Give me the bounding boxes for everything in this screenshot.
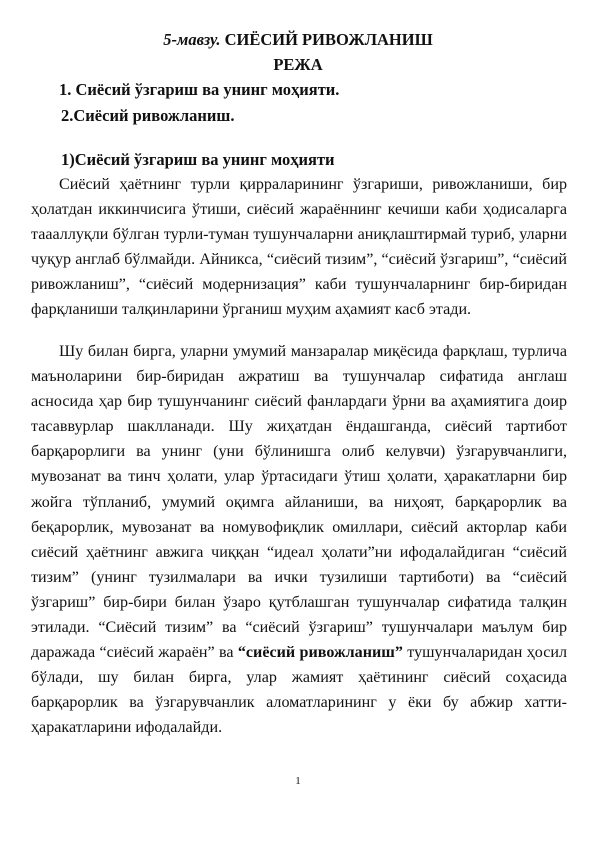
paragraph-2-part-2: тушунчаларидан ҳосил бўлади, шу билан бирга, улар жамият ҳаётининг сиёсий соҳасида барқарорлик ва ўзгарувчанлик аломатларининг у ёки бу абжир хатти-ҳаракатларини ифодалайди. [31, 644, 567, 737]
topic-label: 5-мавзу. [163, 30, 221, 49]
key-term: “сиёсий ривожланиш” [237, 644, 403, 662]
plan-item-1: 1. Сиёсий ўзгариш ва унинг моҳияти. [59, 80, 340, 99]
paragraph-1-text: Сиёсий ҳаётнинг турли қирраларининг ўзгариши, ривожланиши, бир ҳолатдан иккинчисига ўтиши, сиёсий жараённинг кечиши каби ҳодисаларга таааллуқли бўлган турли-туман тушунчаларни аниқлаштирмай туриб, уларни чуқур англаб бўлмайди. Айникса, “сиёсий тизим”, “сиёсий ўзгариш”, “сиёсий ривожланиш”, “сиёсий модернизация” каби тушунчаларнинг бир-биридан фарқланиши талқинларини ўрганиш муҳим аҳамият касб этади. [31, 176, 567, 319]
paragraph-2-part-1: Шу билан бирга, уларни умумий манзаралар миқёсида фарқлаш, турлича маъноларини бир-биридан ажратиш ва тушунчалар сифатида англаш асносида ҳар бир тушунчанинг сиёсий фанлардаги ўрни ва аҳамиятига доир тасаввурлар шаклланади. Шу жиҳатдан ёндашганда, сиёсий тартибот барқарорлиги ва унинг (уни бўлинишга олиб келувчи) ўзгарувчанлиги, мувозанат ва тинч ҳолати, улар ўртасидаги ўтиш ҳолати, ҳаракатларни бир жойга тўпланиб, умумий оқимга айланиши, ва ниҳоят, барқарорлик ва беқарорлик, мувозанат ва номувофиқлик омиллари, сиёсий акторлар каби сиёсий ҳаётнинг авжига чиққан “идеал ҳолати”ни ифодалайдиган “сиёсий тизим” (унинг тузилмалари ва ички тузилиши тартиботи) ва “сиёсий ўзгариш” бир-бири билан ўзаро қутблашган тушунчалар сифатида талқин этилади. “Сиёсий тизим” ва “сиёсий ўзгариш” тушунчалари маълум бир даражада “сиёсий жараён” ва [31, 343, 567, 662]
paragraph-1 [31, 172, 567, 323]
lecture-title [0, 30, 596, 50]
section-heading: 1)Сиёсий ўзгариш ва унинг моҳияти [61, 150, 335, 169]
page-number: 1 [295, 775, 301, 787]
topic-name: СИЁСИЙ РИВОЖЛАНИШ [224, 30, 433, 49]
paragraph-2-text [31, 339, 567, 741]
plan-heading: РЕЖА [273, 55, 323, 74]
paragraph-2 [31, 339, 567, 741]
plan-item-2: 2.Сиёсий ривожланиш. [61, 106, 235, 125]
